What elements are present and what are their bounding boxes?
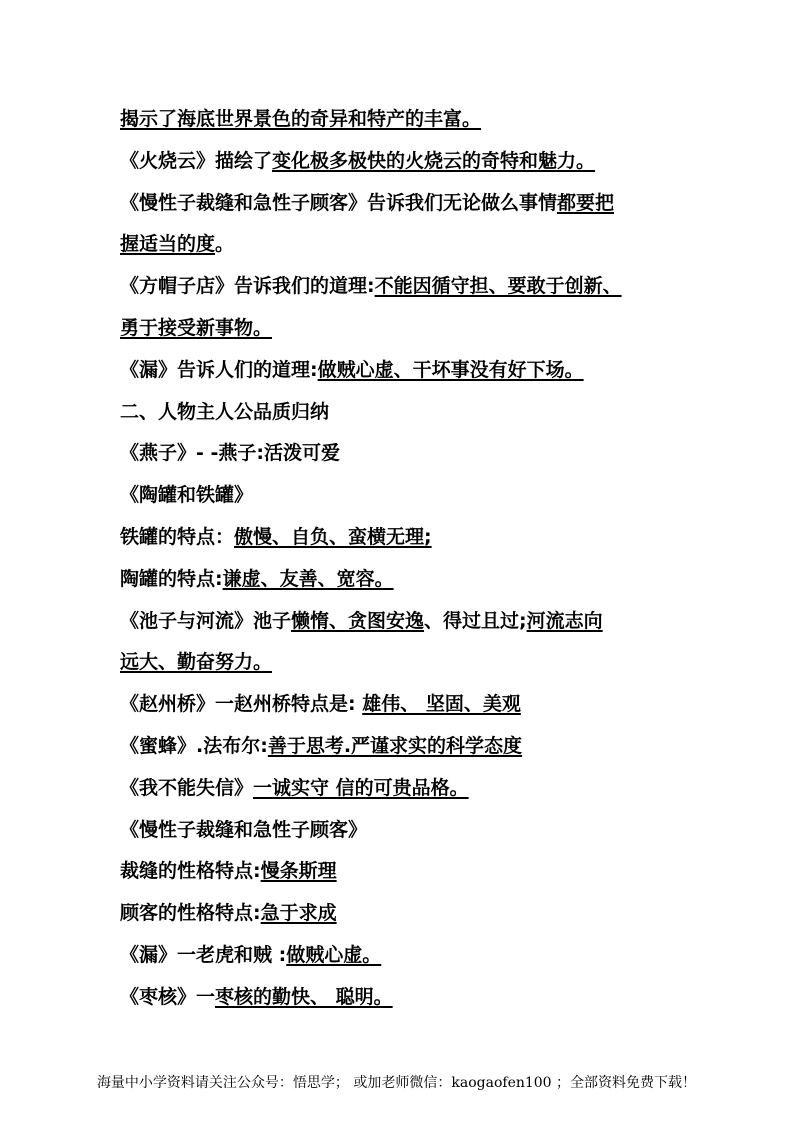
text-segment: 《陶罐和铁罐》: [120, 484, 254, 506]
text-line: [120, 190, 614, 216]
underlined-text: 善于思考.严谨求实的科学态度: [267, 735, 523, 757]
text-line: [120, 649, 272, 675]
text-segment: 裁缝的性格特点:: [120, 860, 261, 882]
text-line: [120, 566, 394, 592]
underlined-text: 河流志向: [526, 610, 603, 632]
text-line: [120, 817, 367, 843]
text-segment: 铁罐的特点：: [120, 526, 235, 548]
text-segment: 《池子与河流》池子: [120, 610, 292, 632]
underlined-text: 枣核的勤快、 聪明。: [215, 986, 393, 1008]
text-segment: 《蜜蜂》.法布尔:: [120, 735, 268, 757]
text-segment: 顾客的性格特点:: [120, 902, 261, 924]
text-line: [120, 273, 622, 299]
text-line: [120, 942, 381, 968]
text-line: [120, 231, 234, 257]
text-segment: 《慢性子裁缝和急性子顾客》告诉我们无论做么事情: [120, 192, 558, 214]
underlined-text: 做贼心虚、干坏事没有好下场。: [317, 359, 584, 381]
text-segment: 、得过且过;: [424, 610, 527, 632]
text-line: [120, 357, 584, 383]
text-segment: 二、人物主人公品质归纳: [120, 401, 330, 423]
text-line: [120, 482, 253, 508]
underlined-text: 变化极多极快的火烧云的奇特和魅力。: [272, 150, 596, 172]
text-line: [120, 691, 521, 717]
text-line: [120, 733, 522, 759]
page-footer: 海量中小学资料请关注公众号：悟思学； 或加老师微信：kaogaofen100 ；全部资料免费下载！: [96, 1075, 697, 1091]
text-line: [120, 524, 432, 550]
underlined-text: 懒惰、贪图安逸: [291, 610, 425, 632]
underlined-text: 握适当的度: [120, 233, 216, 255]
text-line: [120, 148, 595, 174]
underlined-text: 都要把: [557, 192, 615, 214]
text-segment: 《枣核》一: [120, 986, 216, 1008]
text-segment: 《漏》告诉人们的道理:: [120, 359, 318, 381]
underlined-text: 急于求成: [260, 902, 337, 924]
text-line: [120, 775, 469, 801]
text-line: [120, 984, 393, 1010]
text-segment: 《漏》一老虎和贼 :: [120, 944, 287, 966]
underlined-text: 不能因循守担、要敢于创新、: [374, 275, 622, 297]
underlined-text: 一诚实守 信的可贵品格。: [253, 777, 469, 799]
text-segment: 陶罐的特点:: [120, 568, 223, 590]
underlined-text: 谦虚、友善、宽容。: [222, 568, 394, 590]
text-segment: 《燕子》- -燕子:活泼可爱: [120, 442, 340, 464]
text-line: [120, 399, 329, 425]
text-line: [120, 608, 603, 634]
text-line: [120, 900, 337, 926]
underlined-text: 揭示了海底世界景色的奇异和特产的丰富。: [120, 108, 482, 130]
underlined-text: 远大、勤奋努力。: [120, 651, 273, 673]
text-line: [120, 106, 481, 132]
underlined-text: 雄伟、 坚固、美观: [362, 693, 521, 715]
underlined-text: 做贼心虚。: [286, 944, 382, 966]
text-line: [120, 440, 340, 466]
underlined-text: 勇于接受新事物。: [120, 317, 273, 339]
text-segment: 《方帽子店》告诉我们的道理:: [120, 275, 375, 297]
text-segment: 《我不能失信》: [120, 777, 254, 799]
text-segment: 《赵州桥》一赵州桥特点是:: [120, 693, 363, 715]
text-line: [120, 315, 272, 341]
text-line: [120, 858, 337, 884]
text-segment: 《慢性子裁缝和急性子顾客》: [120, 819, 368, 841]
text-segment: 。: [215, 233, 235, 255]
text-segment: 《火烧云》描绘了: [120, 150, 273, 172]
underlined-text: 慢条斯理: [260, 860, 337, 882]
underlined-text: 傲慢、自负、蛮横无理;: [234, 526, 432, 548]
